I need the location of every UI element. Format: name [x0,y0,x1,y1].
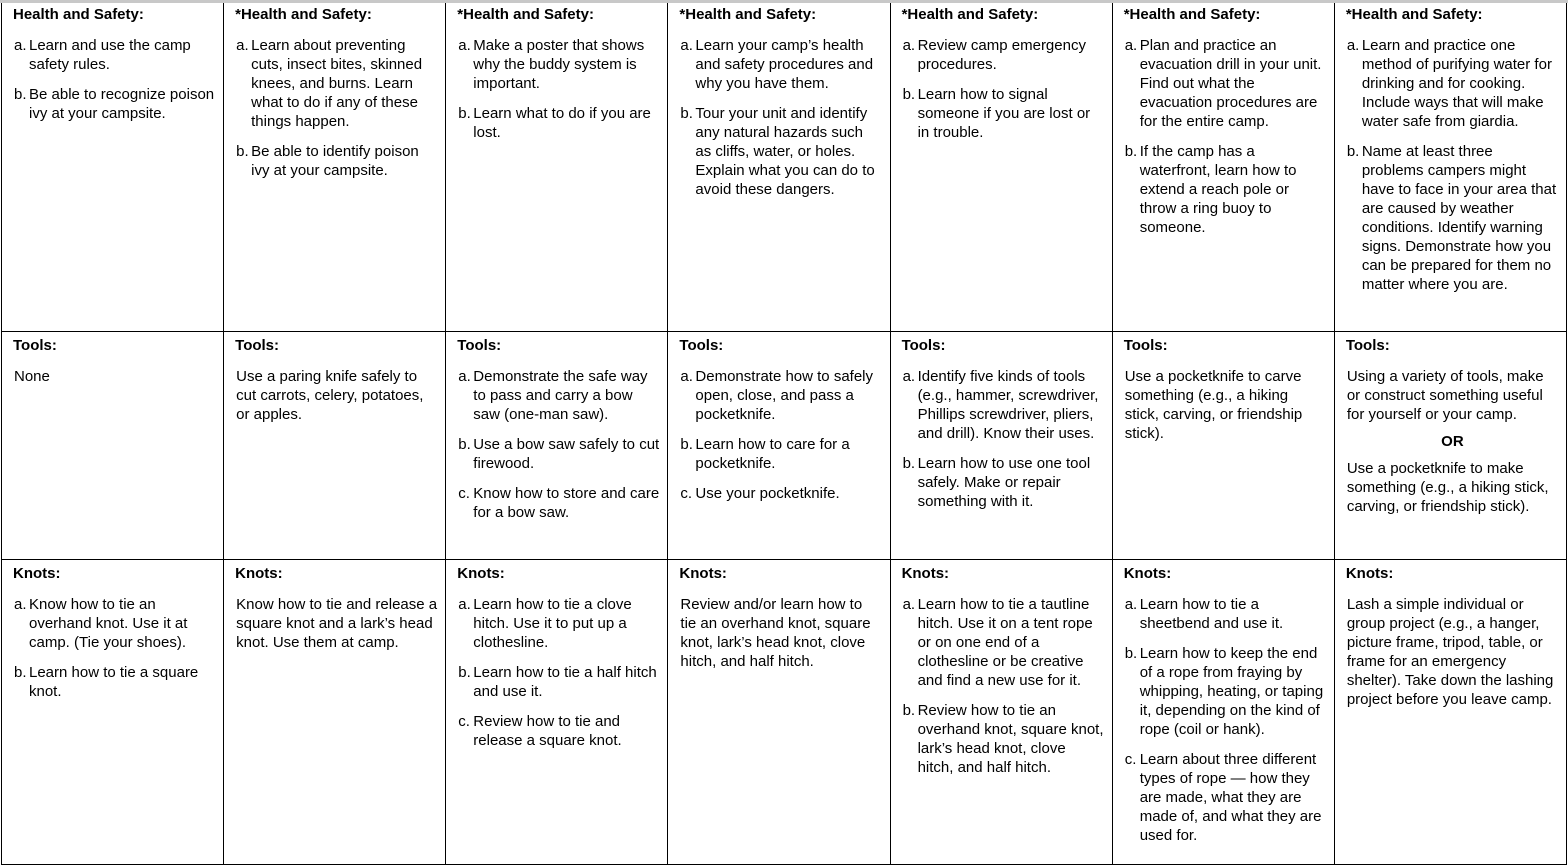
table-cell [224,560,446,865]
table-cell [1112,560,1334,865]
health-safety-row [2,1,1567,332]
cell-header: Knots: [679,565,727,582]
list-item [458,36,659,93]
item-text: Make a poster that shows why the buddy system is important. [473,37,645,92]
table-cell [446,560,668,865]
item-text: Learn your camp’s health and safety procedures and why you have them. [695,37,874,92]
list-item [680,104,881,199]
item-marker: b. [1124,143,1138,160]
list-item [903,36,1104,74]
item-text: Know how to store and care for a bow saw. [473,485,660,521]
cell-text-alt: Use a pocketknife to make something (e.g., a hiking stick, carving, or friendship stick). [1346,460,1549,515]
cell-text: Know how to tie and release a square knot and a lark’s head knot. Use them at camp. [236,596,438,651]
list-item [1125,36,1326,131]
table-cell [890,1,1112,332]
cell-text: Review and/or learn how to tie an overhand knot, square knot, lark’s head knot, clove hitch, and half hitch. [680,596,871,670]
item-text: Learn how to tie a square knot. [29,664,199,700]
item-list [1125,36,1326,237]
list-item [903,85,1104,142]
cell-header: *Health and Safety: [1123,6,1261,23]
item-marker: b. [458,105,471,122]
item-list [458,367,659,522]
cell-header: Tools: [13,337,57,354]
table-cell [1334,1,1566,332]
item-text: Learn and use the camp safety rules. [29,37,191,73]
table-cell [2,332,224,560]
item-text: Use a bow saw safely to cut firewood. [473,436,660,472]
list-item [1347,36,1558,131]
item-marker: b. [902,455,916,472]
item-list [14,36,215,123]
table-cell [1112,1,1334,332]
item-marker: a. [14,596,27,613]
table-cell [668,1,890,332]
item-marker: a. [1346,37,1360,54]
item-text: Use your pocketknife. [695,485,840,502]
item-text: Learn how to care for a pocketknife. [695,436,850,472]
list-item [14,663,215,701]
item-marker: a. [1124,37,1138,54]
table-cell [890,560,1112,865]
cell-header: Tools: [679,337,724,354]
list-item [458,367,659,424]
list-item [458,484,659,522]
item-text: Learn about three different types of rope — how they are made, what they are made of, and what they are used for. [1139,751,1322,844]
item-list [903,367,1104,511]
or-separator: OR [1441,433,1464,450]
cell-text: Using a variety of tools, make or construct something useful for yourself or your camp. [1346,368,1544,423]
item-marker: b. [14,86,27,103]
cell-header: *Health and Safety: [679,6,817,23]
list-item [903,701,1104,777]
list-item [903,595,1104,690]
item-marker: a. [458,596,471,613]
item-marker: b. [236,143,249,160]
item-marker: a. [458,37,471,54]
table-cell [668,332,890,560]
list-item [903,454,1104,511]
table-cell [224,1,446,332]
item-text: Learn how to keep the end of a rope from fraying by whipping, heating, or taping it, depending on the kind of rope (coil or hank). [1139,645,1324,738]
cell-header: Tools: [1345,337,1390,354]
knots-row [2,560,1567,865]
list-item [458,663,659,701]
item-text: If the camp has a waterfront, learn how to extend a reach pole or throw a ring buoy to someone. [1139,143,1297,236]
item-text: Review how to tie and release a square knot. [473,713,622,749]
item-text: Demonstrate the safe way to pass and carry a bow saw (one-man saw). [473,368,648,423]
list-item [903,367,1104,443]
item-marker: b. [458,664,471,681]
table-cell [1112,332,1334,560]
table-body [2,1,1567,865]
list-item [458,104,659,142]
list-item [458,595,659,652]
top-border [0,0,1568,3]
cell-header: Tools: [457,337,502,354]
item-text: Learn what to do if you are lost. [473,105,651,141]
item-marker: a. [680,37,693,54]
list-item [236,142,437,180]
item-list [680,36,881,199]
item-list [458,36,659,142]
item-marker: b. [680,436,693,453]
tools-row [2,332,1567,560]
item-text: Demonstrate how to safely open, close, and pass a pocketknife. [695,368,874,423]
item-marker: c. [458,713,470,730]
item-list [14,595,215,701]
item-list [458,595,659,750]
item-text: Plan and practice an evacuation drill in your unit. Find out what the evacuation procedures are for the entire camp. [1139,37,1322,130]
item-text: Learn how to tie a tautline hitch. Use it on a tent rope or on one end of a clothesline or be creative and find a new use for it. [917,596,1093,689]
item-marker: b. [902,702,916,719]
cell-header: Knots: [901,565,950,582]
cell-header: Health and Safety: [13,6,144,23]
item-marker: a. [458,368,471,385]
list-item [458,435,659,473]
list-item [1125,644,1326,739]
list-item [458,712,659,750]
item-text: Identify five kinds of tools (e.g., hammer, screwdriver, Phillips screwdriver, pliers, and drill). Know their uses. [917,368,1099,442]
cell-header: Tools: [235,337,280,354]
list-item [680,484,881,503]
cell-header: Tools: [901,337,946,354]
table-cell [890,332,1112,560]
item-marker: a. [902,368,916,385]
item-marker: b. [902,86,916,103]
cell-header: Tools: [1123,337,1168,354]
item-marker: b. [458,436,471,453]
table-cell [668,560,890,865]
item-list [903,595,1104,777]
list-item [680,367,881,424]
item-text: Review camp emergency procedures. [917,37,1086,73]
table-cell [1334,332,1566,560]
item-marker: b. [14,664,27,681]
item-marker: a. [680,368,693,385]
cell-text: None [14,368,50,385]
list-item [680,435,881,473]
list-item [14,595,215,652]
cell-header: *Health and Safety: [235,6,372,23]
item-text: Learn how to signal someone if you are lost or in trouble. [917,86,1091,141]
cell-text: Use a paring knife safely to cut carrots, celery, potatoes, or apples. [236,368,424,423]
list-item [1125,750,1326,845]
item-marker: c. [458,485,470,502]
cell-header: Knots: [13,565,61,582]
item-list [903,36,1104,142]
item-marker: b. [1124,645,1138,662]
cell-text: Lash a simple individual or group project (e.g., a hanger, picture frame, tripod, table, or frame for an emergency shelter). Take down the lashing project before you leave camp. [1346,596,1554,708]
cell-header: *Health and Safety: [901,6,1039,23]
camp-skills-table [1,0,1567,865]
item-marker: a. [1124,596,1138,613]
list-item [1125,142,1326,237]
list-item [680,36,881,93]
item-text: Know how to tie an overhand knot. Use it at camp. (Tie your shoes). [29,596,188,651]
table-cell [2,560,224,865]
table-cell [2,1,224,332]
list-item [14,36,215,74]
cell-header: *Health and Safety: [1345,6,1483,23]
item-marker: b. [1346,143,1360,160]
cell-header: *Health and Safety: [457,6,594,23]
item-text: Learn how to tie a clove hitch. Use it to put up a clothesline. [473,596,632,651]
table-cell [1334,560,1566,865]
cell-header: Knots: [235,565,283,582]
item-marker: a. [14,37,27,54]
list-item [236,36,437,131]
item-text: Name at least three problems campers might have to face in your area that are caused by weather conditions. Identify warning signs. Demonstrate how you can be prepared for them no matter where you are. [1361,143,1557,293]
item-text: Learn how to tie a sheetbend and use it. [1139,596,1284,632]
item-marker: a. [902,37,916,54]
table-cell [224,332,446,560]
item-list [1125,595,1326,845]
item-text: Learn how to tie a half hitch and use it. [473,664,657,700]
item-text: Be able to recognize poison ivy at your campsite. [29,86,215,122]
item-marker: b. [680,105,693,122]
item-text: Tour your unit and identify any natural hazards such as cliffs, water, or holes. Explain what you can do to avoid these dangers. [695,105,875,198]
cell-header: Knots: [457,565,505,582]
list-item [14,85,215,123]
cell-text: Use a pocketknife to carve something (e.g., a hiking stick, carving, or friendship stick). [1124,368,1303,442]
item-list [1347,36,1558,294]
item-marker: c. [680,485,693,502]
list-item [1125,595,1326,633]
item-marker: a. [902,596,916,613]
cell-header: Knots: [1345,565,1394,582]
table-cell [446,332,668,560]
table-cell [446,1,668,332]
item-marker: c. [1124,751,1137,768]
item-text: Learn about preventing cuts, insect bites, skinned knees, and burns. Learn what to do if any of these things happen. [251,37,423,130]
item-text: Learn how to use one tool safely. Make or repair something with it. [917,455,1091,510]
item-text: Learn and practice one method of purifying water for drinking and for cooking. Include ways that will make water safe from giardia. [1361,37,1552,130]
item-list [680,367,881,503]
cell-header: Knots: [1123,565,1172,582]
item-text: Be able to identify poison ivy at your campsite. [251,143,419,179]
item-text: Review how to tie an overhand knot, square knot, lark’s head knot, clove hitch, and half hitch. [917,702,1104,776]
item-marker: a. [236,37,249,54]
list-item [1347,142,1558,294]
item-list [236,36,437,180]
